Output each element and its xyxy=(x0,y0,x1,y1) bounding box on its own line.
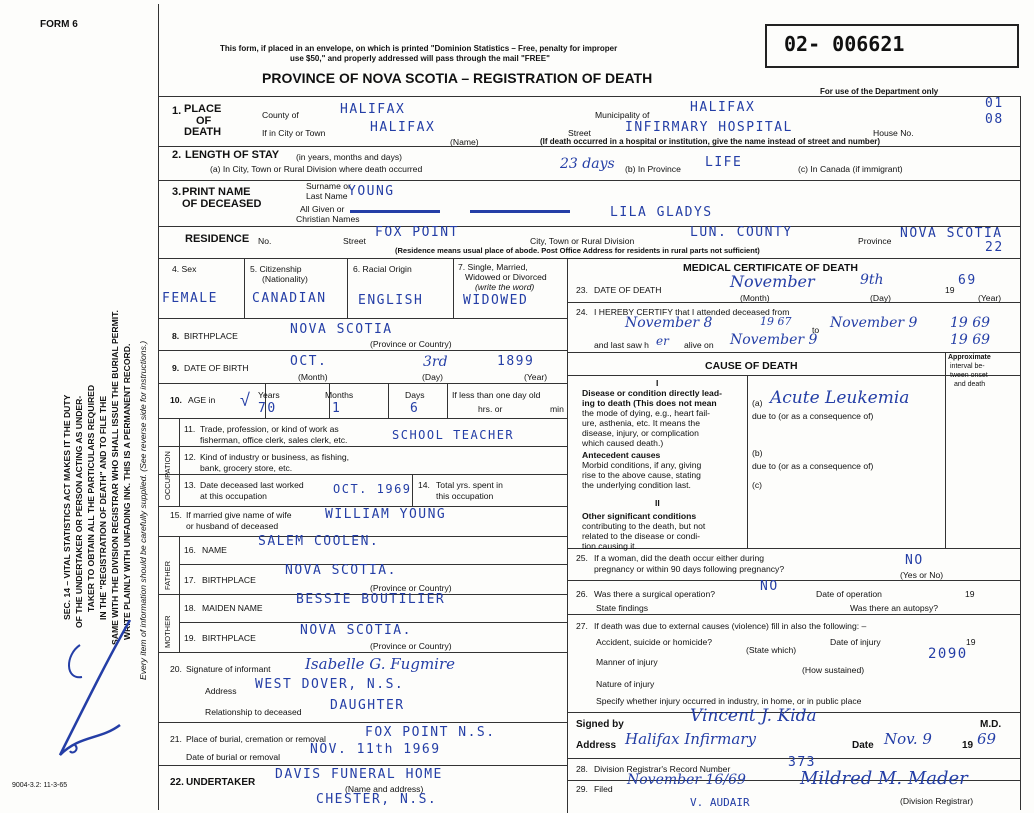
mother-birthplace-label: BIRTHPLACE xyxy=(202,633,256,643)
q27-specify: Specify whether injury occurred in industry, in home, or in public place xyxy=(596,696,862,706)
undertaker-value-1: DAVIS FUNERAL HOME xyxy=(275,767,443,782)
burial-date-label: Date of burial or removal xyxy=(186,752,281,762)
cause-c-label: (c) xyxy=(752,480,763,490)
disease-line-5: disease, injury, or complication xyxy=(582,428,699,438)
stay-label: LENGTH OF STAY xyxy=(185,149,280,161)
other-line-3: related to the disease or condi- xyxy=(582,531,700,541)
surname-label-1: Surname or xyxy=(306,181,351,191)
residence-street-value: FOX POINT xyxy=(375,225,459,240)
mother-maiden-value: BESSIE BOUTILIER xyxy=(296,592,446,607)
burial-place-value: FOX POINT N.S. xyxy=(365,725,496,740)
city-name-sublabel: (Name) xyxy=(450,137,479,147)
registration-number: 02- 006621 xyxy=(784,32,905,56)
q29-filed-date: November 16/69 xyxy=(627,772,746,788)
dob-day: 3rd xyxy=(423,354,448,370)
alive-on-label: alive on xyxy=(684,340,714,350)
stay-a-value: 23 days xyxy=(560,156,615,172)
side-text-5: SAME WITH THE DIVISION REGISTRAR WHO SHALL ISSUE THE BURIAL PERMIT. xyxy=(110,310,120,645)
mother-birthplace-sublabel: (Province or Country) xyxy=(370,641,452,651)
place-label-2: OF xyxy=(196,115,212,127)
q27-accident: Accident, suicide or homicide? xyxy=(596,637,713,647)
q27-date-injury: Date of injury xyxy=(830,637,881,647)
attended-to: November 9 xyxy=(830,315,918,331)
q27-nature: Nature of injury xyxy=(596,679,655,689)
alive-on-year: 19 69 xyxy=(950,332,991,348)
sex-value: FEMALE xyxy=(162,291,218,306)
dob-year: 1899 xyxy=(497,354,535,369)
dob-label: DATE OF BIRTH xyxy=(184,363,249,373)
age-num: 10. xyxy=(170,395,182,405)
dept-code-1: 01 xyxy=(985,96,1004,111)
attended-to-year: 19 69 xyxy=(950,315,991,331)
name-num: 3. xyxy=(172,186,182,198)
attended-from-year: 19 67 xyxy=(760,315,792,328)
informant-address-value: WEST DOVER, N.S. xyxy=(255,677,405,692)
county-label: County of xyxy=(262,110,299,120)
undertaker-value-2: CHESTER, N.S. xyxy=(316,792,438,807)
stay-label-note: (in years, months and days) xyxy=(296,152,403,162)
q27-date-prefix: 19 xyxy=(966,637,976,647)
city-value: HALIFAX xyxy=(370,120,436,135)
q11-value: SCHOOL TEACHER xyxy=(392,428,515,442)
q29-registrar-sublabel: (Division Registrar) xyxy=(900,796,974,806)
dob-num: 9. xyxy=(172,363,180,373)
dept-code-2: 08 xyxy=(985,112,1004,127)
disease-line-6: which caused death.) xyxy=(582,438,664,448)
age-years-value: 70 xyxy=(258,401,277,416)
county-value: HALIFAX xyxy=(340,102,406,117)
spouse-label-1: If married give name of wife xyxy=(186,510,292,520)
undertaker-label: UNDERTAKER xyxy=(186,777,256,788)
undertaker-num: 22. xyxy=(170,777,184,788)
antecedent-line-2: Morbid conditions, if any, giving xyxy=(582,460,702,470)
death-date-year: 69 xyxy=(958,273,977,288)
q11-label-1: Trade, profession, or kind of work as xyxy=(200,424,339,434)
age-less-label-2: hrs. or xyxy=(478,404,503,414)
birthplace-value: NOVA SCOTIA xyxy=(290,322,393,337)
attended-from: November 8 xyxy=(625,315,713,331)
last-saw-label: and last saw h xyxy=(594,340,649,350)
disease-line-3: the mode of dying, e.g., heart fail- xyxy=(582,408,711,418)
page-title: PROVINCE OF NOVA SCOTIA – REGISTRATION OF DEATH xyxy=(262,70,653,86)
q26-date-prefix: 19 xyxy=(965,589,975,599)
residence-label: RESIDENCE xyxy=(185,233,250,245)
stay-b-label: (b) In Province xyxy=(625,164,681,174)
street-value: INFIRMARY HOSPITAL xyxy=(625,120,793,135)
disease-line-4: ure, asthenia, etc. It means the xyxy=(582,418,700,428)
age-months-label: Months xyxy=(325,390,354,400)
stay-c-label: (c) In Canada (if immigrant) xyxy=(798,164,903,174)
surname-label-2: Last Name xyxy=(306,191,348,201)
death-date-day: 9th xyxy=(860,272,884,288)
death-date-label: DATE OF DEATH xyxy=(594,285,662,295)
death-day-label: (Day) xyxy=(870,293,892,303)
father-birthplace-sublabel: (Province or Country) xyxy=(370,583,452,593)
house-label: House No. xyxy=(873,128,914,138)
side-text-7: Every item of information should be carefully supplied. (See reverse side for instructions.) xyxy=(138,340,148,680)
q12-num: 12. xyxy=(184,452,196,462)
father-birthplace-label: BIRTHPLACE xyxy=(202,575,256,585)
interval-label-4: and death xyxy=(954,381,986,388)
citizenship-label: 5. Citizenship xyxy=(250,264,302,274)
form-label: FORM 6 xyxy=(40,19,78,30)
death-year-label: (Year) xyxy=(978,293,1002,303)
side-text-6: WRITE PLAINLY WITH UNFADING INK. THIS IS A PERMANENT RECORD. xyxy=(122,343,132,640)
dob-month-label: (Month) xyxy=(298,372,328,382)
q28-value: 373 xyxy=(788,755,816,770)
death-date-month: November xyxy=(730,272,815,291)
q29-num: 29. xyxy=(576,784,588,794)
side-text-4: IN THE "REGISTRATION OF DEATH" AND TO FILE THE xyxy=(98,395,108,620)
burial-num: 21. xyxy=(170,734,182,744)
place-label-1: PLACE xyxy=(184,103,222,115)
last-saw-value: er xyxy=(656,334,669,348)
signed-by-label: Signed by xyxy=(576,719,624,730)
cause-a-label: (a) xyxy=(752,398,763,408)
q17-num: 17. xyxy=(184,575,196,585)
q29-label: Filed xyxy=(594,784,613,794)
municipality-label: Municipality of xyxy=(595,110,650,120)
q14-label-1: Total yrs. spent in xyxy=(436,480,503,490)
cause-roman-1: I xyxy=(656,378,659,388)
cause-roman-2: II xyxy=(655,498,660,508)
medical-header: MEDICAL CERTIFICATE OF DEATH xyxy=(683,262,858,274)
cause-b-label: (b) xyxy=(752,448,763,458)
residence-city-label: City, Town or Rural Division xyxy=(530,236,635,246)
signed-date-value: Nov. 9 xyxy=(884,730,932,748)
q14-label-2: this occupation xyxy=(436,491,494,501)
q25-label-2: pregnancy or within 90 days following pregnancy? xyxy=(594,564,785,574)
informant-num: 20. xyxy=(170,664,182,674)
q26-date-label: Date of operation xyxy=(816,589,882,599)
margin-handwriting xyxy=(20,615,150,775)
municipality-value: HALIFAX xyxy=(690,100,756,115)
q25-label-1: If a woman, did the death occur either during xyxy=(594,553,765,563)
given-label-2: Christian Names xyxy=(296,214,360,224)
alive-on-value: November 9 xyxy=(730,332,818,348)
q13-value: OCT. 1969 xyxy=(333,482,412,496)
q19-num: 19. xyxy=(184,633,196,643)
racial-label: 6. Racial Origin xyxy=(353,264,412,274)
burial-place-label: Place of burial, cremation or removal xyxy=(186,734,326,744)
form-code: 9004-3.2: 11-3-65 xyxy=(12,782,68,789)
burial-date-value: NOV. 11th 1969 xyxy=(310,742,441,757)
age-days-label: Days xyxy=(405,390,425,400)
city-label: If in City or Town xyxy=(262,128,326,138)
due-to-1: due to (or as a consequence of) xyxy=(752,411,874,421)
age-label: AGE in xyxy=(188,395,216,405)
dob-day-label: (Day) xyxy=(422,372,444,382)
signed-address-value: Halifax Infirmary xyxy=(625,730,756,748)
side-text-1: SEC. 14 – VITAL STATISTICS ACT MAKES IT THE DUTY xyxy=(62,394,72,620)
q23-num: 23. xyxy=(576,285,588,295)
informant-address-label: Address xyxy=(205,686,237,696)
q13-label-2: at this occupation xyxy=(200,491,267,501)
disease-line-1: Disease or condition directly lead- xyxy=(582,388,722,398)
q18-num: 18. xyxy=(184,603,196,613)
name-label-1: PRINT NAME xyxy=(182,186,251,198)
envelope-note-2: use $50," and properly addressed will pass through the mail "FREE" xyxy=(290,54,550,63)
informant-relationship-value: DAUGHTER xyxy=(330,698,405,713)
cause-header: CAUSE OF DEATH xyxy=(705,360,798,372)
q14-num: 14. xyxy=(418,480,430,490)
undertaker-sublabel: (Name and address) xyxy=(345,784,424,794)
q11-label-2: fisherman, office clerk, sales clerk, etc. xyxy=(200,435,348,445)
stay-a-label: (a) In City, Town or Rural Division where death occurred xyxy=(210,164,423,174)
signed-address-label: Address xyxy=(576,740,617,751)
spouse-value: WILLIAM YOUNG xyxy=(325,507,447,522)
q16-num: 16. xyxy=(184,545,196,555)
informant-sig-label: Signature of informant xyxy=(186,664,271,674)
marital-label-2: Widowed or Divorced xyxy=(465,272,547,282)
informant-relationship-label: Relationship to deceased xyxy=(205,707,302,717)
signed-by-value: Vincent J. Kida xyxy=(690,706,817,726)
street-label: Street xyxy=(568,128,591,138)
stay-b-value: LIFE xyxy=(705,155,743,170)
age-less-label-3: min xyxy=(550,404,564,414)
interval-label-3: tween onset xyxy=(950,372,988,379)
age-less-label-1: If less than one day old xyxy=(452,390,541,400)
due-to-2: due to (or as a consequence of) xyxy=(752,461,874,471)
q24-num: 24. xyxy=(576,307,588,317)
citizenship-value: CANADIAN xyxy=(252,291,327,306)
signed-md: M.D. xyxy=(980,719,1002,730)
department-use-label: For use of the Department only xyxy=(820,87,939,96)
birthplace-sublabel: (Province or Country) xyxy=(370,339,452,349)
residence-city-value: LUN. COUNTY xyxy=(690,225,793,240)
antecedent-line-3: rise to the above cause, stating xyxy=(582,470,701,480)
side-text-3: TAKER TO OBTAIN ALL THE PARTICULARS REQUIRED xyxy=(86,384,96,612)
q27-how: (How sustained) xyxy=(802,665,865,675)
informant-signature: Isabelle G. Fugmire xyxy=(305,655,456,673)
residence-no-label: No. xyxy=(258,236,272,246)
father-side-label: FATHER xyxy=(163,560,172,590)
q28-num: 28. xyxy=(576,764,588,774)
father-birthplace-value: NOVA SCOTIA. xyxy=(285,563,397,578)
birthplace-label: BIRTHPLACE xyxy=(184,331,238,341)
q27-num: 27. xyxy=(576,621,588,631)
marital-label-1: 7. Single, Married, xyxy=(458,262,528,272)
hospital-note: (If death occurred in a hospital or institution, give the name instead of street and number) xyxy=(540,137,881,146)
residence-province-value: NOVA SCOTIA xyxy=(900,226,1003,241)
signed-date-year: 69 xyxy=(977,730,997,748)
q26-num: 26. xyxy=(576,589,588,599)
cause-a-value: Acute Leukemia xyxy=(770,388,910,408)
father-name-value: SALEM COOLEN. xyxy=(258,534,380,549)
other-line-1: Other significant conditions xyxy=(582,511,697,521)
age-days-value: 6 xyxy=(410,401,420,416)
q25-sublabel: (Yes or No) xyxy=(900,570,944,580)
other-line-2: contributing to the death, but not xyxy=(582,521,706,531)
racial-value: ENGLISH xyxy=(358,293,424,308)
antecedent-line-1: Antecedent causes xyxy=(582,450,661,460)
q26-value: NO xyxy=(760,579,779,594)
mother-side-label: MOTHER xyxy=(163,615,172,648)
sex-label: 4. Sex xyxy=(172,264,197,274)
interval-label-1: Approximate xyxy=(948,354,991,361)
q12-label-1: Kind of industry or business, as fishing, xyxy=(200,452,350,462)
age-years-label: Years xyxy=(258,390,280,400)
other-line-4: tion causing it. xyxy=(582,541,637,551)
side-text-2: OF THE UNDERTAKER OR PERSON ACTING AS UNDER- xyxy=(74,395,84,628)
certify-label: I HEREBY CERTIFY that I attended deceased from xyxy=(594,307,790,317)
age-months-value: 1 xyxy=(332,401,342,416)
q26-autopsy: Was there an autopsy? xyxy=(850,603,939,613)
signed-date-label: Date xyxy=(852,740,874,751)
place-num: 1. xyxy=(172,105,182,117)
stay-num: 2. xyxy=(172,149,182,161)
disease-line-2: ing to death (This does not mean xyxy=(582,398,717,408)
name-label-2: OF DECEASED xyxy=(182,198,262,210)
mother-birthplace-value: NOVA SCOTIA. xyxy=(300,623,412,638)
q27-code: 2090 xyxy=(928,646,968,662)
spouse-num: 15. xyxy=(170,510,182,520)
residence-province-label: Province xyxy=(858,236,892,246)
q26-label: Was there a surgical operation? xyxy=(594,589,716,599)
q13-num: 13. xyxy=(184,480,196,490)
dob-year-label: (Year) xyxy=(524,372,548,382)
marital-value: WIDOWED xyxy=(463,293,529,308)
given-value: LILA GLADYS xyxy=(610,205,713,220)
q27-label: If death was due to external causes (violence) fill in also the following: – xyxy=(594,621,867,631)
envelope-note-1: This form, if placed in an envelope, on which is printed "Dominion Statistics – Free, penalty for improper xyxy=(220,44,618,53)
q29-registrar-signature: Mildred M. Mader xyxy=(800,768,968,789)
residence-street-label: Street xyxy=(343,236,366,246)
marital-label-3: (write the word) xyxy=(475,282,535,292)
surname-value: YOUNG xyxy=(348,184,395,199)
q27-state: (State which) xyxy=(746,645,797,655)
q25-num: 25. xyxy=(576,553,588,563)
dob-month: OCT. xyxy=(290,354,328,369)
father-name-label: NAME xyxy=(202,545,227,555)
q11-num: 11. xyxy=(184,424,196,434)
q12-label-2: bank, grocery store, etc. xyxy=(200,463,293,473)
citizenship-sublabel: (Nationality) xyxy=(262,274,308,284)
q13-label-1: Date deceased last worked xyxy=(200,480,304,490)
q27-manner: Manner of injury xyxy=(596,657,658,667)
q28-label: Division Registrar's Record Number xyxy=(594,764,731,774)
place-label-3: DEATH xyxy=(184,126,222,138)
death-month-label: (Month) xyxy=(740,293,770,303)
spouse-label-2: or husband of deceased xyxy=(186,521,279,531)
occupation-side-label: OCCUPATION xyxy=(163,451,172,500)
q26-findings: State findings xyxy=(596,603,649,613)
residence-code: 22 xyxy=(985,240,1004,255)
signed-date-year-prefix: 19 xyxy=(962,740,974,751)
q25-value: NO xyxy=(905,553,924,568)
given-label-1: All Given or xyxy=(300,204,345,214)
q29-stamp: V. AUDAIR xyxy=(690,796,750,809)
attended-to-label: to xyxy=(812,325,820,335)
residence-note: (Residence means usual place of abode. Post Office Address for residents in rural parts not sufficient) xyxy=(395,246,760,255)
death-date-year-prefix: 19 xyxy=(945,285,955,295)
birthplace-num: 8. xyxy=(172,331,180,341)
antecedent-line-4: the underlying condition last. xyxy=(582,480,691,490)
mother-maiden-label: MAIDEN NAME xyxy=(202,603,263,613)
interval-label-2: interval be- xyxy=(950,363,985,370)
